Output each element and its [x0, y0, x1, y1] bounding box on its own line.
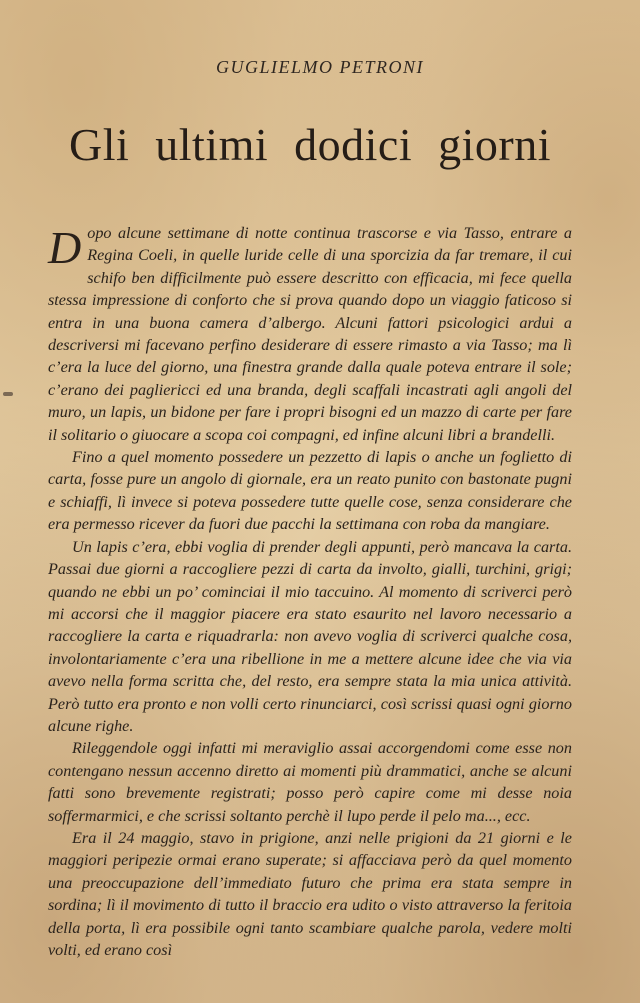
paragraph-4: Rileggendole oggi infatti mi meraviglio assai accorgendomi come esse non contengano nessun accenno diretto ai momenti più drammatici, anche se alcuni fatti sono brevemente registrati; posso però capire come mi desse noia soffermarmici, e che scrissi soltanto perchè il lupo perde il pelo ma..., ecc. — [48, 739, 572, 825]
article-body — [48, 222, 572, 961]
drop-cap: D — [48, 222, 82, 273]
paragraph-2: Fino a quel momento possedere un pezzetto di lapis o anche un foglietto di carta, fosse pure un angolo di giornale, era un reato punito con bastonate pugni e schiaffi, lì invece si poteva possedere tutte quelle cose, senza considerare che era permesso ricever da fuori due pacchi la settimana con roba da mangiare. — [48, 448, 572, 534]
paragraph-1-text: opo alcune settimane di notte continua trascorse e via Tasso, entrare a Regina Coeli, in quelle luride celle di una sporcizia da far tremare, il cui schifo ben difficilmente può essere descritto con efficacia, mi fece quella stessa impressione di conforto che si prova quando dopo un viaggio faticoso si entra in una buona camera d’albergo. Alcuni fattori psicologici ardui a descriversi mi facevano perfino desiderare di essere rimasto a via Tasso; ma lì c’era la luce del giorno, una finestra grande dalla quale poteva entrare il sole; c’erano dei pagliericci ed una branda, degli scaffali incastrati agli angoli del muro, un lapis, un bidone per fare i propri bisogni ed un mazzo di carte per fare il solitario o giuocare a scopa coi compagni, ed infine alcuni libri a brandelli. — [48, 224, 572, 444]
paragraph-1 — [48, 222, 572, 446]
page-edge-mark — [3, 392, 13, 396]
author-name: GUGLIELMO PETRONI — [216, 57, 424, 77]
chapter-title: Gli ultimi dodici giorni — [68, 119, 552, 170]
paragraph-5: Era il 24 maggio, stavo in prigione, anzi nelle prigioni da 21 giorni e le maggiori peripezie ormai erano superate; si affacciava però da quel momento una preoccupazione dell’immediato futuro che prima era stata sempre in sordina; lì il movimento di tutto il braccio era udito o visto attraverso la feritoia della porta, lì era possibile ogni tanto scambiare qualche parola, vedere molti volti, ed erano così — [48, 828, 572, 959]
paragraph-3: Un lapis c’era, ebbi voglia di prender degli appunti, però mancava la carta. Passai due giorni a raccogliere pezzi di carta da involto, gialli, turchini, grigi; quando ne ebbi un po’ cominciai il mio taccuino. Al momento di scriverci però mi accorsi che il maggior piacere era stato esaurito nel lavoro necessario a raccogliere la carta e riquadrarla: non avevo voglia di scriverci qualche cosa, involontariamente c’era una ribellione in me a mettere alcune idee che via via avevo nella forma scritta che, del resto, era sempre stata la mia unica attività. Però tutto era pronto e non volli certo rinunciarci, così scrissi quasi ogni giorno alcune righe. — [48, 537, 572, 735]
